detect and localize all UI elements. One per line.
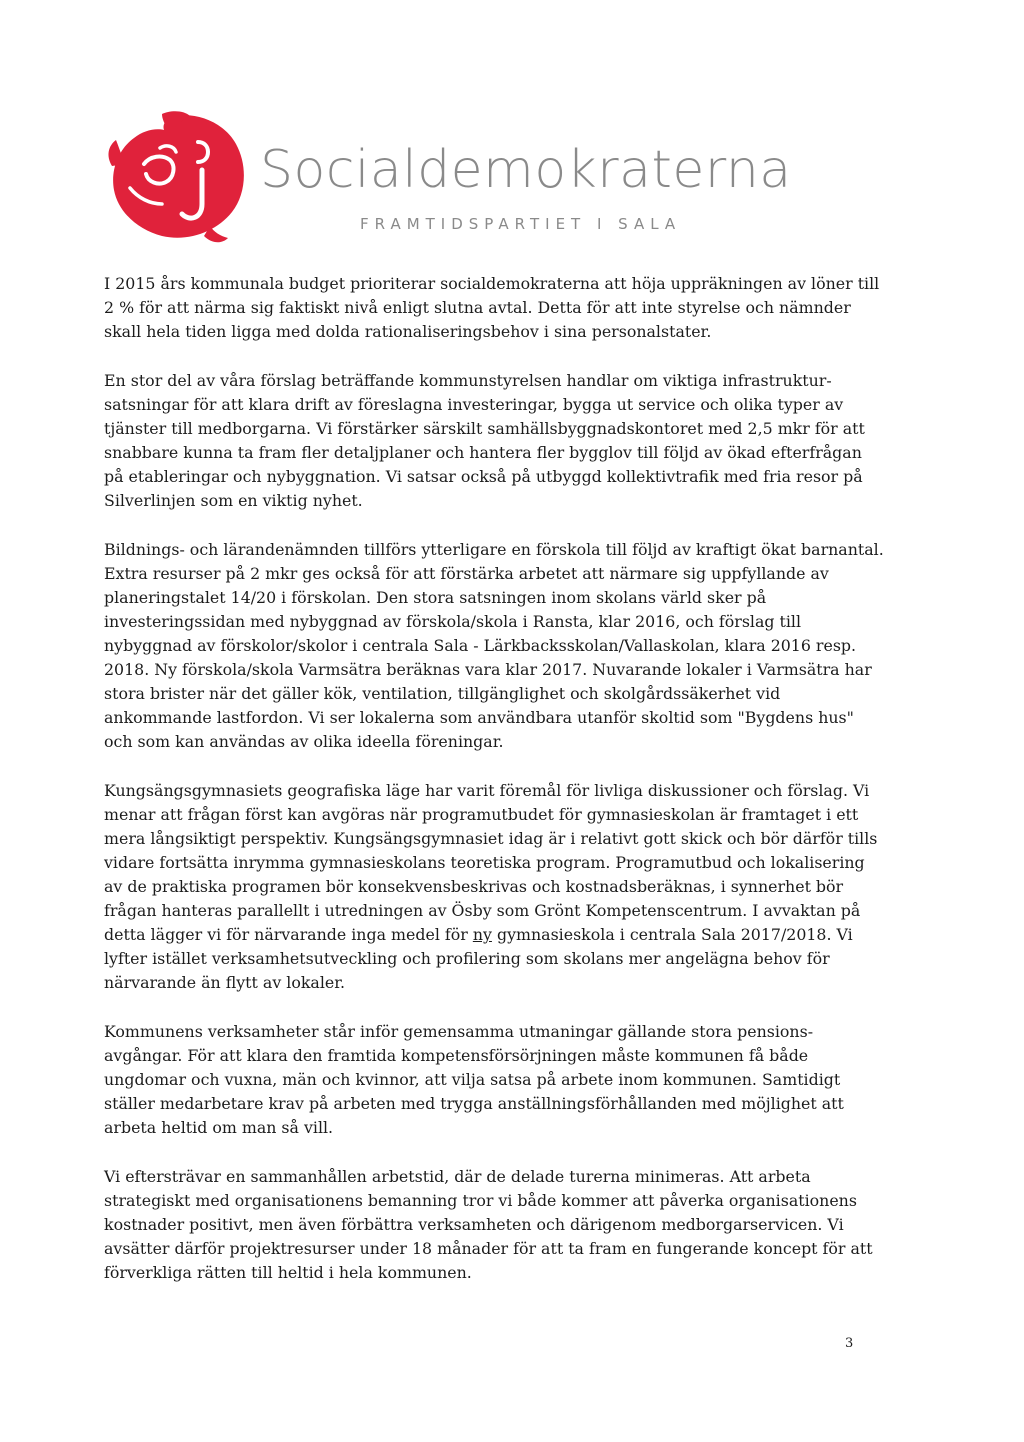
- rose-fist-icon: [104, 108, 252, 246]
- party-name: Socialdemokraterna: [260, 140, 792, 200]
- paragraph: Vi eftersträvar en sammanhållen arbetstid, där de delade turerna minimeras. Att arbeta strategiskt med organisationens bemanning tror vi både kommer att påverka organisationens kostnader positivt, men även förbättra verksamheten och därigenom medborgarservicen. Vi avsätter därför projektresurser under 18 månader för att ta fram en fungerande koncept för att förverkliga rätten till heltid i hela kommunen.: [104, 1167, 873, 1282]
- paragraph: Bildnings- och lärandenämnden tillförs ytterligare en förskola till följd av kraftigt ökat barnantal. Extra resurser på 2 mkr ges också för att förstärka arbetet att närmare sig uppfyllande av planeringstalet 14/20 i förskolan. Den stora satsningen inom skolans värld sker på investeringssidan med nybyggnad av förskola/skola i Ransta, klar 2016, och förslag till nybyggnad av förskolor/skolor i centrala Sala - Lärkbacksskolan/Vallaskolan, klara 2016 resp. 2018. Ny förskola/skola Varmsätra beräknas vara klar 2017. Nuvarande lokaler i Varmsätra har stora brister när det gäller kök, ventilation, tillgänglighet och skolgårdssäkerhet vid ankommande lastfordon. Vi ser lokalerna som användbara utanför skoltid som "Bygdens hus" och som kan användas av olika ideella föreningar.: [104, 540, 884, 751]
- document-body: [104, 272, 884, 1310]
- letterhead: [104, 108, 804, 248]
- page-number: 3: [845, 1336, 854, 1351]
- underlined-word: ny: [472, 925, 492, 944]
- paragraph: [104, 779, 884, 995]
- party-tagline: FRAMTIDSPARTIET I SALA: [360, 215, 682, 233]
- paragraph: Kommunens verksamheter står inför gemensamma utmaningar gällande stora pensions-avgångar. För att klara den framtida kompetensförsörjningen måste kommunen få både ungdomar och vuxna, män och kvinnor, att vilja satsa på arbete inom kommunen. Samtidigt ställer medarbetare krav på arbeten med trygga anställningsförhållanden med möjlighet att arbeta heltid om man så vill.: [104, 1022, 844, 1137]
- paragraph-text: Kungsängsgymnasiets geografiska läge har varit föremål för livliga diskussioner och förslag. Vi menar att frågan först kan avgöras när programutbudet för gymnasieskolan är framtaget i ett mera långsiktigt perspektiv. Kungsängsgymnasiet idag är i relativt gott skick och bör därför tills vidare fortsätta inrymma gymnasieskolans teoretiska program. Programutbud och lokalisering av de praktiska programen bör konsekvensbeskrivas och kostnadsberäknas, i synnerhet bör frågan hanteras parallellt i utredningen av Ösby som Grönt Kompetenscentrum. I avvaktan på detta lägger vi för närvarande inga medel för: [104, 781, 878, 944]
- paragraph: En stor del av våra förslag beträffande kommunstyrelsen handlar om viktiga infrastruktur-satsningar för att klara drift av föreslagna investeringar, bygga ut service och olika typer av tjänster till medborgarna. Vi förstärker särskilt samhällsbyggnadskontoret med 2,5 mkr för att snabbare kunna ta fram fler detaljplaner och hantera fler bygglov till följd av ökad efterfrågan på etableringar och nybyggnation. Vi satsar också på utbyggd kollektivtrafik med fria resor på Silverlinjen som en viktig nyhet.: [104, 371, 865, 510]
- paragraph-text: gymnasieskola i centrala Sala 2017/2018. Vi lyfter istället verksamhetsutveckling och profilering som skolans mer angelägna behov för närvarande än flytt av lokaler.: [104, 925, 853, 992]
- paragraph: I 2015 års kommunala budget prioriterar socialdemokraterna att höja uppräkningen av löner till 2 % för att närma sig faktiskt nivå enligt slutna avtal. Detta för att inte styrelse och nämnder skall hela tiden ligga med dolda rationaliseringsbehov i sina personalstater.: [104, 274, 880, 341]
